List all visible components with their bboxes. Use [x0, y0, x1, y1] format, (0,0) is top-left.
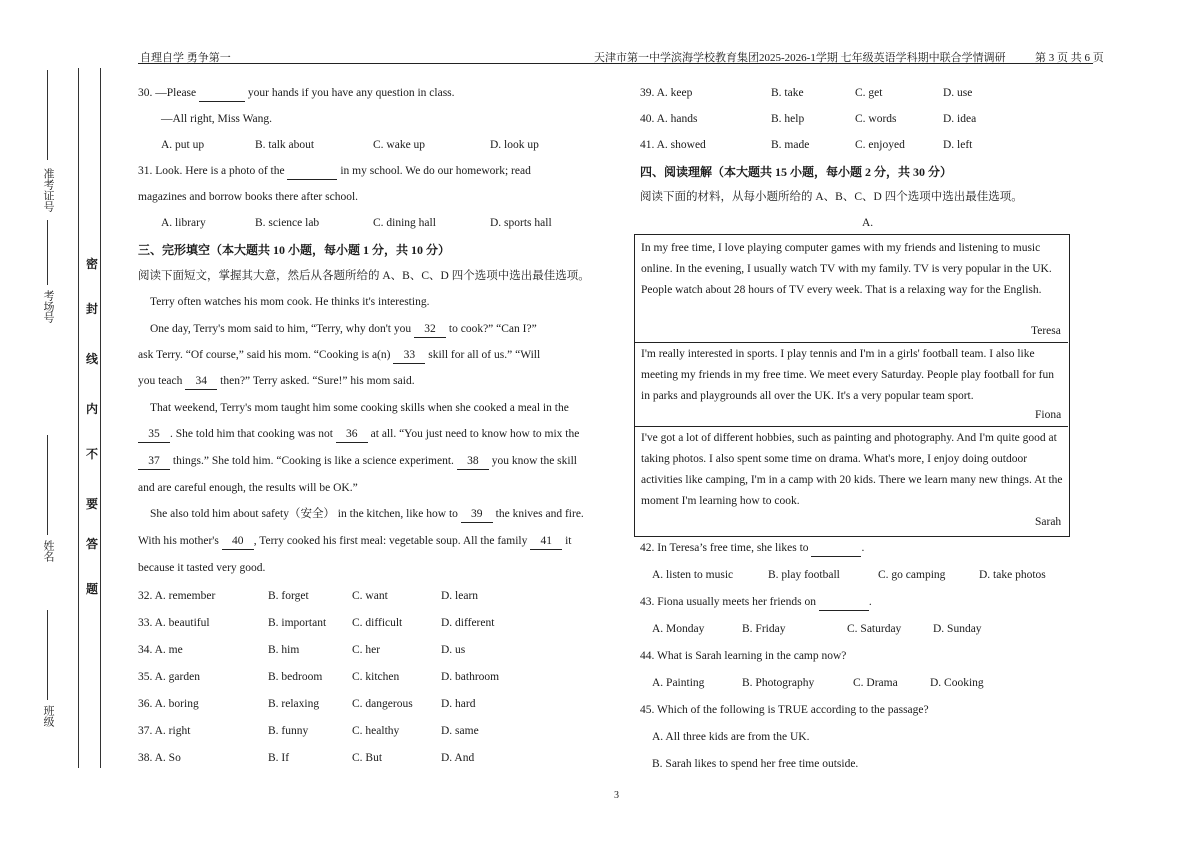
q31-option-a: A. library	[161, 217, 206, 229]
option-row-41-c: C. enjoyed	[855, 139, 905, 151]
sarah-text: I've got a lot of different hobbies, such as painting and photography. And I'm quite good at taking photos. I also spent some time on drama. What's more, I enjoy doing outdoor activities like camping, I'm in a camp with 20 kids. There we learn many new things. At the moment I'm learning how to cook.	[641, 432, 1063, 507]
option-row-37-a: 37. A. right	[138, 725, 191, 737]
option-row-38-a: 38. A. So	[138, 752, 181, 764]
blank-40: 40	[222, 533, 254, 550]
section4-instruction: 阅读下面的材料，从每小题所给的 A、B、C、D 四个选项中选出最佳选项。	[640, 191, 1023, 203]
fiona-signature: Fiona	[1035, 409, 1062, 421]
option-row-41-a: 41. A. showed	[640, 139, 706, 151]
cloze-line-9: She also told him about safety（安全） in the kitchen, like how to 39 the knives and fire.	[150, 506, 584, 523]
sarah-signature: Sarah	[1035, 516, 1062, 528]
blank-36: 36	[336, 426, 368, 443]
binding-line-left	[78, 68, 79, 768]
q44-option-c: C. Drama	[853, 677, 898, 689]
option-row-38-b: B. If	[268, 752, 290, 764]
option-row-35-d: D. bathroom	[441, 671, 500, 683]
option-row-35-b: B. bedroom	[268, 671, 323, 683]
option-row-32-a: 32. A. remember	[138, 590, 216, 602]
q43-option-a: A. Monday	[652, 623, 705, 635]
q30-option-b: B. talk about	[255, 139, 315, 151]
q42-option-a: A. listen to music	[652, 569, 734, 581]
answer-blank	[811, 540, 861, 557]
q43-option-d: D. Sunday	[933, 623, 982, 635]
q45-option-a: A. All three kids are from the UK.	[652, 731, 810, 743]
q42-option-b: B. play football	[768, 569, 840, 581]
header-page-info: 第 3 页 共 6 页	[1035, 52, 1104, 64]
option-row-41-b: B. made	[771, 139, 810, 151]
option-row-40-b: B. help	[771, 113, 805, 125]
option-row-41-d: D. left	[943, 139, 973, 151]
q30-option-d: D. look up	[490, 139, 539, 151]
option-row-34-b: B. him	[268, 644, 300, 656]
seal-char: 封	[86, 302, 99, 316]
blank-32: 32	[414, 321, 446, 338]
q43-stem: 43. Fiona usually meets her friends on .	[640, 594, 872, 611]
cloze-line-8: and are careful enough, the results will be OK.”	[138, 482, 358, 494]
q31-option-d: D. sports hall	[490, 217, 552, 229]
q42-option-c: C. go camping	[878, 569, 946, 581]
q42-stem: 42. In Teresa’s free time, she likes to .	[640, 540, 864, 557]
q30-reply: —All right, Miss Wang.	[161, 113, 272, 125]
section3-title: 三、完形填空（本大题共 10 小题，每小题 1 分，共 10 分）	[138, 243, 451, 257]
option-row-38-d: D. And	[441, 752, 475, 764]
q43-option-c: C. Saturday	[847, 623, 902, 635]
option-row-39-b: B. take	[771, 87, 804, 99]
q31-option-b: B. science lab	[255, 217, 320, 229]
teresa-signature: Teresa	[1031, 325, 1061, 337]
passage-divider	[634, 342, 1068, 343]
blank-41: 41	[530, 533, 562, 550]
cloze-line-10: With his mother's 40 , Terry cooked his first meal: vegetable soup. All the family 41 it	[138, 533, 571, 550]
q45-option-b: B. Sarah likes to spend her free time outside.	[652, 758, 859, 770]
answer-blank	[199, 85, 245, 102]
option-row-33-b: B. important	[268, 617, 327, 629]
seal-char: 题	[86, 582, 99, 596]
class-line	[47, 610, 48, 700]
room-number-line	[47, 220, 48, 285]
name-label: 姓名	[42, 540, 54, 562]
q45-stem: 45. Which of the following is TRUE according to the passage?	[640, 704, 929, 716]
page-number: 3	[614, 790, 619, 801]
q44-option-d: D. Cooking	[930, 677, 984, 689]
option-row-36-d: D. hard	[441, 698, 476, 710]
section4-title: 四、阅读理解（本大题共 15 小题，每小题 2 分，共 30 分）	[640, 165, 953, 179]
room-number-label: 考场号	[42, 290, 54, 323]
option-row-37-d: D. same	[441, 725, 479, 737]
cloze-line-6: 35 . She told him that cooking was not 36 at all. “You just need to know how to mix the	[138, 426, 579, 443]
cloze-line-7: 37 things.” She told him. “Cooking is like a science experiment. 38 you know the skill	[138, 453, 577, 470]
option-row-34-c: C. her	[352, 644, 381, 656]
binding-line-right	[100, 68, 101, 768]
q30-option-a: A. put up	[161, 139, 205, 151]
name-line	[47, 435, 48, 535]
blank-39: 39	[461, 506, 493, 523]
section3-instruction: 阅读下面短文，掌握其大意，然后从各题所给的 A、B、C、D 四个选项中选出最佳选项。	[138, 270, 590, 282]
blank-37: 37	[138, 453, 170, 470]
option-row-32-c: C. want	[352, 590, 388, 602]
option-row-40-c: C. words	[855, 113, 897, 125]
option-row-36-c: C. dangerous	[352, 698, 413, 710]
cloze-line-2: One day, Terry's mom said to him, “Terry, why don't you 32 to cook?” “Can I?”	[150, 321, 537, 338]
option-row-35-a: 35. A. garden	[138, 671, 200, 683]
option-row-40-d: D. idea	[943, 113, 977, 125]
cloze-line-4: you teach 34 then?” Terry asked. “Sure!” his mom said.	[138, 373, 415, 390]
option-row-33-c: C. difficult	[352, 617, 403, 629]
answer-blank	[819, 594, 869, 611]
blank-33: 33	[393, 347, 425, 364]
option-row-39-c: C. get	[855, 87, 883, 99]
blank-38: 38	[457, 453, 489, 470]
blank-35: 35	[138, 426, 170, 443]
option-row-38-c: C. But	[352, 752, 383, 764]
option-row-34-d: D. us	[441, 644, 466, 656]
cloze-line-5: That weekend, Terry's mom taught him some cooking skills when she cooked a meal in the	[150, 402, 569, 414]
option-row-35-c: C. kitchen	[352, 671, 400, 683]
option-row-39-a: 39. A. keep	[640, 87, 693, 99]
q31-stem: 31. Look. Here is a photo of the in my school. We do our homework; read	[138, 163, 531, 180]
q30-stem: 30. —Please your hands if you have any question in class.	[138, 85, 455, 102]
q31-stem-cont: magazines and borrow books there after school.	[138, 191, 359, 203]
header-rule	[138, 63, 1093, 64]
teresa-text: In my free time, I love playing computer games with my friends and listening to music online. In the evening, I usually watch TV with my family. TV is very popular in the UK. People watch about 28 hours of TV every week. That is a relaxing way for the English.	[641, 242, 1052, 296]
q44-option-a: A. Painting	[652, 677, 705, 689]
seal-char: 不	[86, 447, 99, 461]
q44-stem: 44. What is Sarah learning in the camp now?	[640, 650, 847, 662]
class-label: 班级	[42, 705, 54, 727]
option-row-36-a: 36. A. boring	[138, 698, 199, 710]
option-row-39-d: D. use	[943, 87, 973, 99]
option-row-33-a: 33. A. beautiful	[138, 617, 210, 629]
option-row-37-c: C. healthy	[352, 725, 400, 737]
cloze-line-11: because it tasted very good.	[138, 562, 266, 574]
q31-option-c: C. dining hall	[373, 217, 436, 229]
seal-char: 内	[86, 402, 99, 416]
seal-char: 密	[86, 257, 99, 271]
q42-option-d: D. take photos	[979, 569, 1046, 581]
option-row-37-b: B. funny	[268, 725, 309, 737]
seal-char: 线	[86, 352, 99, 366]
cloze-line-3: ask Terry. “Of course,” said his mom. “Cooking is a(n) 33 skill for all of us.” “Will	[138, 347, 540, 364]
option-row-32-b: B. forget	[268, 590, 309, 602]
header-motto: 自理自学 勇争第一	[140, 52, 231, 64]
answer-blank	[287, 163, 337, 180]
exam-number-label: 准考证号	[42, 168, 54, 212]
cloze-line-1: Terry often watches his mom cook. He thinks it's interesting.	[150, 296, 430, 308]
q43-option-b: B. Friday	[742, 623, 786, 635]
option-row-36-b: B. relaxing	[268, 698, 320, 710]
passage-label: A.	[862, 217, 874, 229]
q30-option-c: C. wake up	[373, 139, 426, 151]
seal-char: 要	[86, 497, 99, 511]
exam-number-line	[47, 70, 48, 160]
option-row-33-d: D. different	[441, 617, 495, 629]
passage-divider	[634, 426, 1068, 427]
option-row-32-d: D. learn	[441, 590, 479, 602]
header-exam-title: 天津市第一中学滨海学校教育集团2025-2026-1学期 七年级英语学科期中联合学情调研	[594, 52, 1006, 64]
option-row-34-a: 34. A. me	[138, 644, 183, 656]
q44-option-b: B. Photography	[742, 677, 815, 689]
fiona-text: I'm really interested in sports. I play tennis and I'm in a girls' football team. I also like meeting my friends in my free time. We meet every Saturday. People play football for fun in parks and playgrounds all over the UK. It's a very popular team sport.	[641, 348, 1054, 402]
blank-34: 34	[185, 373, 217, 390]
option-row-40-a: 40. A. hands	[640, 113, 698, 125]
seal-char: 答	[86, 537, 99, 551]
